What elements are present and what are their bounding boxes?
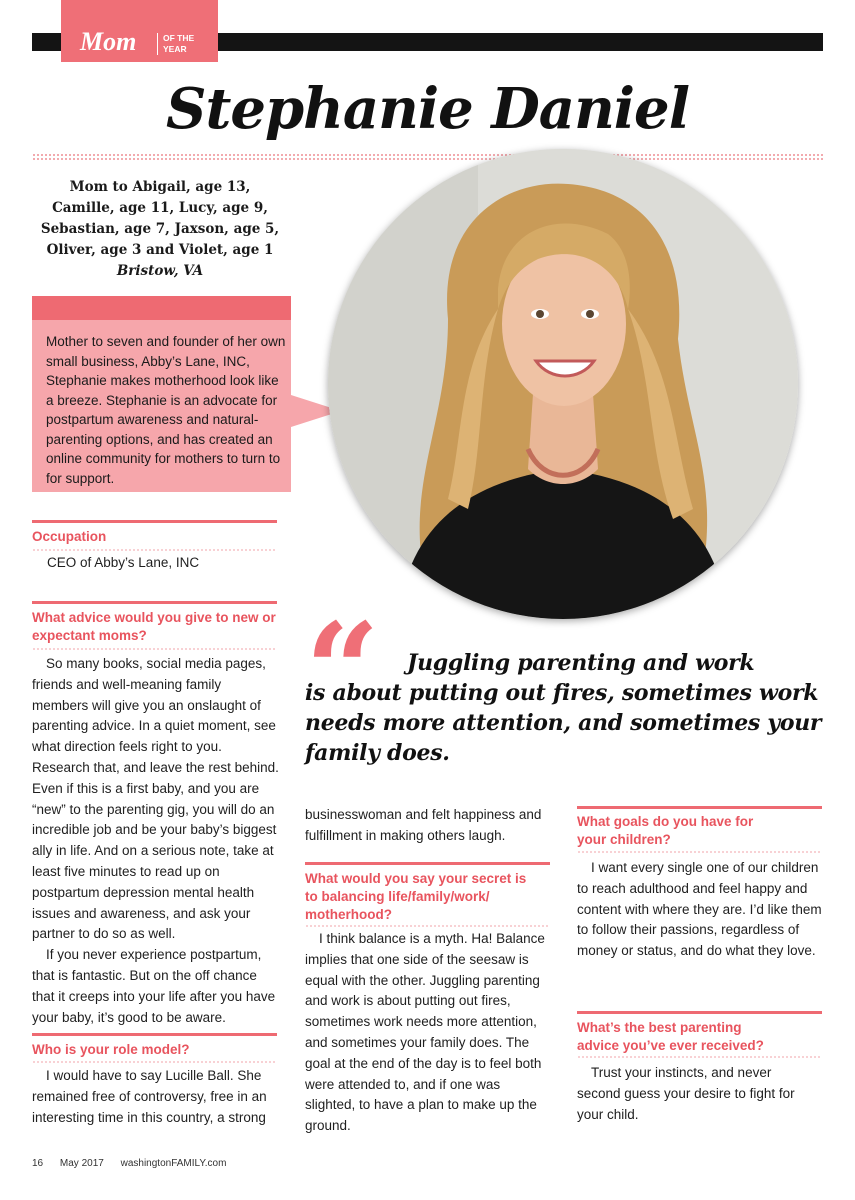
best-advice-answer — [577, 1063, 817, 1125]
portrait-illustration — [328, 149, 798, 619]
secret-heading: What would you say your secret is to balancing life/family/work/ motherhood? — [305, 871, 527, 922]
badge-divider — [157, 33, 158, 55]
portrait-photo — [328, 149, 798, 619]
section-dots — [32, 549, 277, 551]
section-dots — [32, 648, 277, 650]
page-number: 16 — [32, 1158, 44, 1169]
issue-date: May 2017 — [59, 1158, 104, 1169]
role-model-heading: Who is your role model? — [32, 1042, 190, 1057]
callout-header-band — [32, 296, 291, 320]
page-title: Stephanie Daniel — [166, 76, 689, 142]
best-advice-text: Trust your instincts, and never second guess your desire to fight for your child. — [577, 1065, 795, 1122]
section-dots — [577, 851, 822, 853]
advice-heading: What advice would you give to new or expectant moms? — [32, 610, 276, 643]
best-advice-heading: What’s the best parenting advice you’ve ever received? — [577, 1020, 764, 1053]
section-rule — [577, 806, 822, 809]
bio-location: Bristow, VA — [116, 263, 204, 279]
badge-subtitle-line2: YEAR — [163, 44, 187, 54]
pull-quote-rest: is about putting out fires, sometimes work needs more attention, and sometimes your family does. — [305, 680, 822, 766]
bio-line: Sebastian, age 7, Jaxson, age 5, — [40, 221, 280, 237]
section-rule — [32, 520, 277, 523]
role-model-continuation: businesswoman and felt happiness and fulfillment in making others laugh. — [305, 807, 542, 843]
advice-paragraph-1: So many books, social media pages, friends and well-meaning family members will give you an onslaught of parenting advice. In a quiet moment, see what direction feels right to you. Research that, and leave the rest behind. Even if this is a first baby, and you are “new” to the parenting gig, you will do an incredible job and be your baby’s biggest ally in life. And on a serious note, take at least five minutes to read up on postpartum depression mental health issues and awareness, and ask your partner to do so as well. — [32, 656, 279, 942]
advice-answer — [32, 654, 280, 1028]
dotted-divider — [32, 153, 823, 162]
section-dots — [577, 1056, 822, 1058]
bio-line: Mom to Abigail, age 13, — [69, 179, 251, 195]
section-dots — [32, 1061, 277, 1063]
section-rule — [32, 1033, 277, 1036]
advice-paragraph-2: If you never experience postpartum, that is fantastic. But on the off chance that it creeps into your life after you have your baby, it’s good to be aware. — [32, 947, 276, 1025]
section-rule — [305, 862, 550, 865]
section-rule — [32, 601, 277, 604]
page-footer — [32, 1158, 240, 1169]
secret-answer — [305, 929, 553, 1137]
section-rule — [577, 1011, 822, 1014]
goals-answer — [577, 858, 822, 962]
quote-mark-icon: “ — [305, 594, 380, 747]
pull-quote — [305, 648, 835, 768]
goals-heading: What goals do you have for your children? — [577, 814, 754, 847]
goals-text: I want every single one of our children to reach adulthood and feel happy and content with where they are. I’d like them to follow their passions, regardless of money or status, and do what they love. — [577, 860, 822, 959]
occupation-text: CEO of Abby’s Lane, INC — [47, 555, 200, 570]
bio-line: Camille, age 11, Lucy, age 9, — [52, 200, 268, 216]
badge-subtitle-line1: OF THE — [163, 33, 195, 43]
badge-title: Mom — [80, 27, 137, 56]
bio-line: Oliver, age 3 and Violet, age 1 — [46, 242, 274, 258]
badge-subtitle — [163, 33, 194, 55]
role-model-text: I would have to say Lucille Ball. She remained free of controversy, free in an interesting time in this country, a strong — [32, 1068, 267, 1125]
secret-text: I think balance is a myth. Ha! Balance implies that one side of the seesaw is equal with the other. Juggling parenting and work is about putting out fires, sometimes work needs more attention, and sometimes your family does. The goal at the end of the day is to feel both were attended to, and if one was slighted, to have a plan to make up the ground. — [305, 931, 545, 1134]
children-bio — [40, 177, 280, 282]
website: washingtonFAMILY.com — [120, 1158, 227, 1169]
section-dots — [305, 925, 550, 927]
pull-quote-line1: Juggling parenting and work — [407, 650, 755, 676]
callout-text: Mother to seven and founder of her own small business, Abby’s Lane, INC, Stephanie makes motherhood look like a breeze. Stephanie is an advocate for postpartum awareness and natural-parenting options, and has created an online community for mothers to turn to for support. — [46, 334, 286, 486]
role-model-answer — [32, 1066, 282, 1128]
occupation-heading: Occupation — [32, 529, 107, 544]
